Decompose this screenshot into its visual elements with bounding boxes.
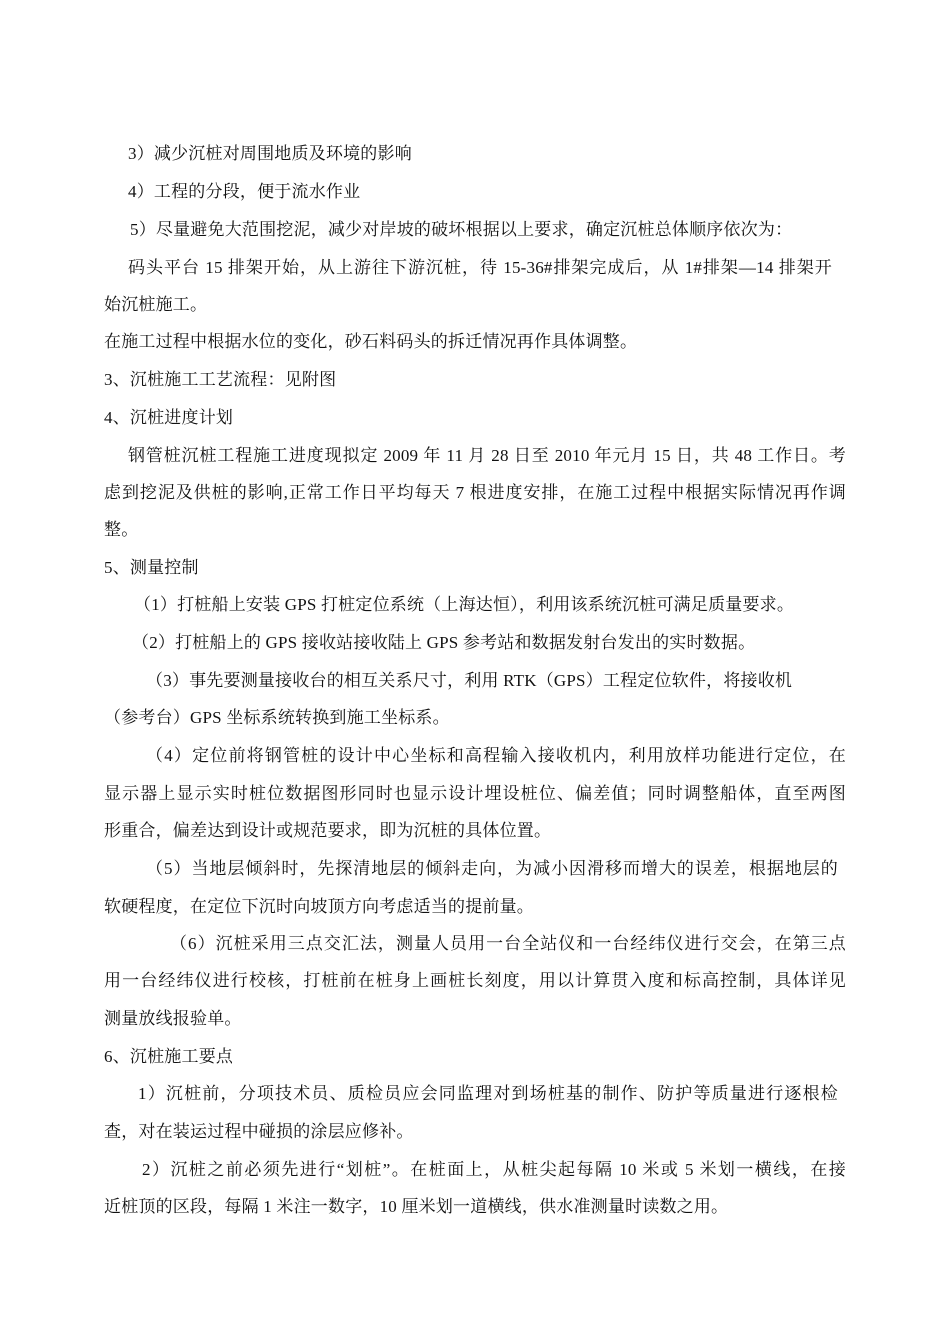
list-item: 5）尽量避免大范围挖泥，减少对岸坡的破坏根据以上要求，确定沉桩总体顺序依次为： bbox=[130, 220, 793, 239]
paragraph-line: 在施工过程中根据水位的变化，砂石料码头的拆迁情况再作具体调整。 bbox=[104, 332, 638, 351]
list-item: 3）减少沉桩对周围地质及环境的影响 bbox=[128, 144, 412, 163]
list-item: （6）沉桩采用三点交汇法，测量人员用一台全站仪和一台经纬仪进行交会，在第三点 bbox=[170, 934, 846, 953]
paragraph-line: 虑到挖泥及供桩的影响,正常工作日平均每天 7 根进度安排，在施工过程中根据实际情况再作调 bbox=[104, 483, 846, 502]
list-item: 2）沉桩之前必须先进行“划桩”。在桩面上，从桩尖起每隔 10 米或 5 米划一横线，在接 bbox=[142, 1160, 846, 1179]
paragraph-line: 整。 bbox=[104, 520, 139, 539]
paragraph-line: 始沉桩施工。 bbox=[104, 295, 208, 314]
paragraph-line: 形重合，偏差达到设计或规范要求，即为沉桩的具体位置。 bbox=[104, 821, 552, 840]
list-item: 1）沉桩前，分项技术员、质检员应会同监理对到场桩基的制作、防护等质量进行逐根检 bbox=[138, 1084, 838, 1103]
section-heading: 3、沉桩施工工艺流程：见附图 bbox=[104, 370, 337, 389]
section-heading: 4、沉桩进度计划 bbox=[104, 408, 234, 427]
paragraph-line: 近桩顶的区段，每隔 1 米注一数字，10 厘米划一道横线，供水准测量时读数之用。 bbox=[104, 1197, 729, 1216]
list-item: （1）打桩船上安装 GPS 打桩定位系统（上海达恒），利用该系统沉桩可满足质量要求。 bbox=[134, 595, 795, 614]
section-heading: 6、沉桩施工要点 bbox=[104, 1047, 234, 1066]
paragraph-line: 查，对在装运过程中碰损的涂层应修补。 bbox=[104, 1122, 414, 1141]
paragraph-line: 码头平台 15 排架开始，从上游往下游沉桩，待 15-36#排架完成后，从 1#排架—14 排架开 bbox=[128, 258, 832, 277]
list-item: （5）当地层倾斜时，先探清地层的倾斜走向，为减小因滑移而增大的误差，根据地层的 bbox=[146, 859, 838, 878]
list-item: （4）定位前将钢管桩的设计中心坐标和高程输入接收机内，利用放样功能进行定位，在 bbox=[146, 746, 846, 765]
paragraph-line: （参考台）GPS 坐标系统转换到施工坐标系。 bbox=[104, 708, 450, 727]
paragraph-line: 用一台经纬仪进行校核，打桩前在桩身上画桩长刻度，用以计算贯入度和标高控制，具体详见 bbox=[104, 971, 846, 990]
list-item: （2）打桩船上的 GPS 接收站接收陆上 GPS 参考站和数据发射台发出的实时数据。 bbox=[132, 633, 756, 652]
list-item: （3）事先要测量接收台的相互关系尺寸，利用 RTK（GPS）工程定位软件，将接收机 bbox=[146, 671, 793, 690]
paragraph-line: 软硬程度，在定位下沉时向坡顶方向考虑适当的提前量。 bbox=[104, 897, 534, 916]
paragraph-line: 钢管桩沉桩工程施工进度现拟定 2009 年 11 月 28 日至 2010 年元月 15 日，共 48 工作日。考 bbox=[128, 446, 846, 465]
section-heading: 5、测量控制 bbox=[104, 558, 199, 577]
paragraph-line: 测量放线报验单。 bbox=[104, 1009, 242, 1028]
paragraph-line: 显示器上显示实时桩位数据图形同时也显示设计埋设桩位、偏差值；同时调整船体，直至两图 bbox=[104, 784, 846, 803]
list-item: 4）工程的分段，便于流水作业 bbox=[128, 182, 361, 201]
